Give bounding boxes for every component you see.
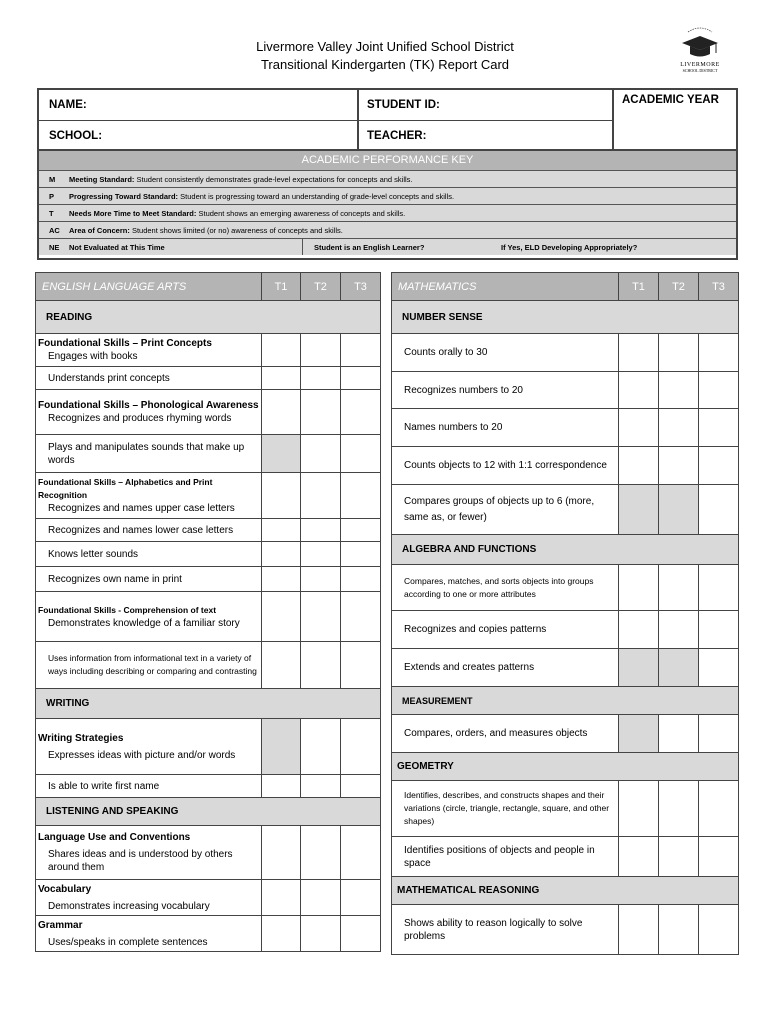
grade-cell[interactable] [341,826,381,880]
grade-cell[interactable] [262,473,301,519]
grade-cell[interactable] [341,642,381,689]
grade-cell[interactable] [341,542,381,567]
row-label: Uses/speaks in complete sentences [48,936,208,948]
section-reading: READING [36,301,381,334]
grade-cell[interactable] [262,519,301,542]
key-code: AC [49,225,60,235]
key-desc: Student shows an emerging awareness of concepts and skills. [198,208,406,218]
grade-cell[interactable] [659,334,699,372]
row-label: Counts orally to 30 [392,334,619,372]
name-field[interactable]: NAME: [49,99,87,111]
grade-cell-disabled [262,435,301,473]
grade-cell[interactable] [619,837,659,877]
grade-cell[interactable] [659,447,699,485]
divider [39,120,613,121]
grade-cell[interactable] [262,592,301,642]
key-code: P [49,191,55,201]
grade-cell-disabled [619,649,659,687]
table-row [36,592,262,642]
grade-cell[interactable] [301,334,341,367]
grade-cell[interactable] [619,565,659,611]
grade-cell[interactable] [301,519,341,542]
table-row [36,334,262,367]
key-code: M [49,174,56,184]
subheading: Foundational Skills - Comprehension of text [38,604,217,615]
grade-cell[interactable] [262,367,301,390]
grade-cell[interactable] [341,390,381,435]
district-logo [668,26,732,80]
key-desc: Student is progressing toward an understanding of grade-level concepts and skills. [180,191,455,201]
grade-cell[interactable] [262,390,301,435]
row-label: Names numbers to 20 [392,409,619,447]
row-label: Recognizes and names upper case letters [48,503,235,514]
row-label: Counts objects to 12 with 1:1 correspondence [392,447,619,485]
key-term: Area of Concern: [69,225,130,235]
grade-cell[interactable] [341,334,381,367]
grade-cell[interactable] [619,372,659,409]
row-label: Identifies, describes, and constructs shapes and their variations (circle, triangle, rectangle, square, and other shapes) [392,781,619,837]
grade-cell[interactable] [619,781,659,837]
row-label: Recognizes and copies patterns [392,611,619,649]
key-desc: Student shows limited (or no) awareness of concepts and skills. [131,225,343,235]
grade-cell[interactable] [262,775,301,798]
grade-cell-disabled [659,649,699,687]
grade-cell[interactable] [619,409,659,447]
subheading: Vocabulary [38,883,92,895]
graduation-cap-icon [668,26,732,62]
grade-cell-disabled [619,485,659,535]
grade-cell[interactable] [262,567,301,592]
grade-cell[interactable] [659,781,699,837]
key-title: ACADEMIC PERFORMANCE KEY [39,151,736,170]
english-learner-label: Student is an English Learner? [314,242,425,252]
grade-cell[interactable] [341,592,381,642]
grade-cell[interactable] [619,334,659,372]
key-row [39,170,736,187]
subheading: Writing Strategies [38,732,124,744]
table-row [36,473,262,519]
grade-cell[interactable] [699,611,739,649]
grade-cell[interactable] [699,837,739,877]
row-label: Engages with books [48,351,138,362]
row-label: Recognizes and produces rhyming words [48,413,232,424]
row-label: Recognizes own name in print [36,567,262,592]
grade-cell[interactable] [301,916,341,952]
row-label: Compares groups of objects up to 6 (more, same as, or fewer) [392,485,619,535]
report-card-title: Transitional Kindergarten (TK) Report Card [260,57,510,72]
grade-cell[interactable] [262,542,301,567]
key-row [39,221,736,238]
student-id-field[interactable]: STUDENT ID: [367,99,440,111]
student-info-box [37,88,738,151]
grade-cell[interactable] [341,473,381,519]
row-label: Understands print concepts [36,367,262,390]
grade-cell[interactable] [262,916,301,952]
grade-cell[interactable] [619,611,659,649]
table-row [36,390,262,435]
grade-cell[interactable] [262,334,301,367]
grade-cell[interactable] [699,409,739,447]
grade-cell-disabled [659,485,699,535]
row-label: Shares ideas and is understood by others around them [48,849,233,873]
row-label: Plays and manipulates sounds that make up words [36,435,262,473]
row-label: Identifies positions of objects and people in space [392,837,619,877]
table-row [36,916,262,952]
grade-cell[interactable] [699,485,739,535]
grade-cell[interactable] [301,473,341,519]
grade-cell[interactable] [659,409,699,447]
grade-cell[interactable] [699,781,739,837]
row-label: Compares, matches, and sorts objects into groups according to one or more attributes [392,565,619,611]
grade-cell[interactable] [301,367,341,390]
section-writing: WRITING [36,689,381,719]
report-title [150,38,620,74]
row-label: Shows ability to reason logically to solve problems [392,905,619,955]
section-math-reasoning: MATHEMATICAL REASONING [392,877,739,905]
grade-cell[interactable] [301,642,341,689]
eld-label: If Yes, ELD Developing Appropriately? [501,242,638,252]
grade-cell[interactable] [699,447,739,485]
grade-cell[interactable] [659,565,699,611]
key-term: Progressing Toward Standard: [69,191,179,201]
row-label: Recognizes numbers to 20 [392,372,619,409]
table-row [36,880,262,916]
row-label: Demonstrates increasing vocabulary [48,900,210,912]
key-row [39,187,736,204]
grade-cell[interactable] [301,567,341,592]
grade-cell[interactable] [301,390,341,435]
table-row [36,719,262,775]
grade-cell[interactable] [699,715,739,753]
key-row [39,238,736,255]
grade-cell[interactable] [262,642,301,689]
grade-cell[interactable] [262,826,301,880]
key-code: T [49,208,54,218]
grade-cell[interactable] [341,775,381,798]
section-geometry: GEOMETRY [392,753,739,781]
grade-cell[interactable] [659,372,699,409]
row-label: Expresses ideas with picture and/or words [48,749,236,761]
section-number-sense: NUMBER SENSE [392,301,739,334]
grade-cell[interactable] [341,519,381,542]
grade-cell[interactable] [659,837,699,877]
key-term: Not Evaluated at This Time [69,242,165,252]
grade-cell[interactable] [699,649,739,687]
grade-cell[interactable] [341,367,381,390]
grade-cell[interactable] [659,715,699,753]
district-name: Livermore Valley Joint Unified School District [256,39,514,54]
grade-cell[interactable] [699,565,739,611]
subheading: Foundational Skills – Phonological Awareness [38,400,259,411]
ela-table [35,272,381,952]
logo-subtext: SCHOOL DISTRICT [682,68,718,73]
grade-cell[interactable] [659,905,699,955]
subheading: Foundational Skills – Print Concepts [38,338,212,349]
t1-header: T1 [619,273,659,301]
grade-cell[interactable] [341,916,381,952]
math-header: MATHEMATICS [392,273,619,301]
section-algebra: ALGEBRA AND FUNCTIONS [392,535,739,565]
grade-cell-disabled [619,715,659,753]
grade-cell[interactable] [699,372,739,409]
row-label: Compares, orders, and measures objects [392,715,619,753]
grade-cell[interactable] [262,880,301,916]
key-row [39,204,736,221]
grade-cell[interactable] [699,905,739,955]
performance-key [37,151,738,260]
grade-cell[interactable] [301,719,341,775]
key-term: Needs More Time to Meet Standard: [69,208,197,218]
key-code: NE [49,242,60,252]
school-field[interactable]: SCHOOL: [49,130,103,142]
table-row [36,826,262,880]
t3-header: T3 [699,273,739,301]
math-table [391,272,739,955]
grade-cell[interactable] [341,567,381,592]
grade-cell[interactable] [301,880,341,916]
row-label: Demonstrates knowledge of a familiar story [48,617,240,629]
row-label: Extends and creates patterns [392,649,619,687]
key-desc: Student consistently demonstrates grade-level expectations for concepts and skills. [136,174,413,184]
t1-header: T1 [262,273,301,301]
grade-cell[interactable] [301,592,341,642]
divider [302,239,303,255]
grade-cell-disabled [262,719,301,775]
grade-cell[interactable] [341,719,381,775]
key-term: Meeting Standard: [69,174,135,184]
section-measurement: MEASUREMENT [392,687,739,715]
t3-header: T3 [341,273,381,301]
grade-cell[interactable] [619,447,659,485]
subheading: Foundational Skills – Alphabetics and Print Recognition [38,477,213,500]
grade-cell[interactable] [301,826,341,880]
grade-cell[interactable] [301,775,341,798]
row-label: Is able to write first name [36,775,262,798]
grade-cell[interactable] [341,880,381,916]
grade-cell[interactable] [659,611,699,649]
grade-cell[interactable] [301,435,341,473]
t2-header: T2 [659,273,699,301]
academic-year-field[interactable]: ACADEMIC YEAR [622,94,719,106]
grade-cell[interactable] [341,435,381,473]
row-label: Uses information from informational text in a variety of ways including describing or comparing and contrasting [36,642,262,689]
grade-cell[interactable] [619,905,659,955]
grade-cell[interactable] [699,334,739,372]
grade-cell[interactable] [301,542,341,567]
row-label: Recognizes and names lower case letters [36,519,262,542]
subheading: Grammar [38,919,83,931]
row-label: Knows letter sounds [36,542,262,567]
ela-header: ENGLISH LANGUAGE ARTS [36,273,262,301]
logo-text: LIVERMORE [680,62,720,68]
section-listening-speaking: LISTENING AND SPEAKING [36,798,381,826]
subheading: Language Use and Conventions [38,832,191,843]
t2-header: T2 [301,273,341,301]
teacher-field[interactable]: TEACHER: [367,130,427,142]
